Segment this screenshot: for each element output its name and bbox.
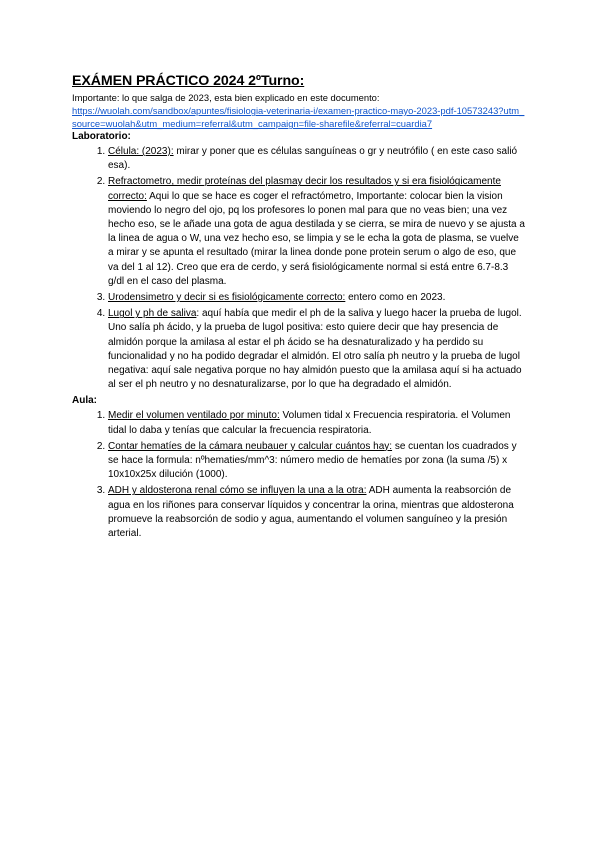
- item-text: : aquí había que medir el ph de la saliva y luego hacer la prueba de lugol. Uno salía ph ácido, y la prueba de lugol positiva: esto quiere decir que hay presencia de almidón porque la amilasa al estar el ph ácido se ha desnaturalizado y ha perdido su funcionalidad y no ha podido degradar el almidón. El otro salía ph neutro y la prueba de lugol negativa: aquí sale negativa porque no hay almidón puesto que la amilasa aquí si ha actuado al ser el ph neutro y no desnaturalizarse, por lo que ha degradado el almidón.: [108, 308, 522, 391]
- list-item: [108, 291, 527, 305]
- item-text: Aqui lo que se hace es coger el refractómetro, Importante: colocar bien la vision moviendo lo negro del ojo, pq los profesores lo ponen mal para que no veas bien; una vez hecho eso, se le añade una gota de agua destilada y se cierra, se mira de nuevo y se ajusta a la linea de agua o W, una vez hecho eso, se limpia y se le echa la gota de plasma, se vuelve a mirar y se apunta el resultado (mirar la linea donde pone protein serum o algo de eso, que va del 1 al 12). Creo que era de cerdo, y será fisiológicamente normal si está entre 6.7-8.3 g/dl en el caso del plasma.: [108, 190, 525, 287]
- item-title: Lugol y ph de saliva: [108, 308, 197, 320]
- item-title: Contar hematíes de la cámara neubauer y calcular cuántos hay:: [108, 440, 393, 452]
- item-title: ADH y aldosterona renal cómo se influyen la una a la otra:: [108, 485, 367, 497]
- item-text: se cuentan los cuadrados y se hace la formula: nºhematies/mm^3: número medio de hematíes por zona (la suma /5) x 10x10x25x dilución (1000).: [108, 440, 517, 481]
- list-item: [108, 440, 527, 483]
- laboratorio-list: [72, 145, 527, 392]
- item-title: Urodensimetro y decir si es fisiológicamente correcto:: [108, 292, 346, 304]
- aula-heading: Aula:: [72, 395, 97, 407]
- item-title: Célula: (2023):: [108, 146, 174, 157]
- document-page: [72, 72, 527, 543]
- item-text: mirar y poner que es células sanguíneas o gr y neutrófilo ( en este caso salió esa).: [108, 146, 518, 172]
- aula-list: [72, 409, 527, 541]
- list-item: [108, 145, 527, 173]
- item-title: Medir el volumen ventilado por minuto:: [108, 410, 280, 422]
- list-item: [108, 409, 527, 437]
- item-title: Refractometro, medir proteínas del plasmay decir los resultados y si era fisiológicamente correcto:: [108, 176, 501, 202]
- item-text: Volumen tidal x Frecuencia respiratoria. el Volumen tidal lo daba y tenías que calcular la frecuencia respiratoria.: [108, 410, 511, 436]
- source-link[interactable]: https://wuolah.com/sandbox/apuntes/fisiologia-veterinaria-i/examen-practico-mayo-2023-pdf-10573243?utm_source=wuolah&utm_medium=referral&utm_campaign=file-sharefile&referral=cuardia7: [72, 105, 525, 129]
- laboratorio-heading: Laboratorio:: [72, 131, 131, 142]
- document-title: EXÁMEN PRÁCTICO 2024 2ºTurno:: [72, 73, 305, 89]
- item-text: ADH aumenta la reabsorción de agua en los riñones para conservar líquidos y concentrar la orina, mientras que aldosterona promueve la reabsorción de sodio y agua, aumentando el volumen sanguíneo y la presión arterial.: [108, 485, 514, 540]
- list-item: [108, 175, 527, 289]
- item-text: entero como en 2023.: [345, 292, 446, 304]
- list-item: [108, 484, 527, 541]
- intro-text: Importante: lo que salga de 2023, esta bien explicado en este documento:: [72, 92, 380, 103]
- list-item: [108, 307, 527, 392]
